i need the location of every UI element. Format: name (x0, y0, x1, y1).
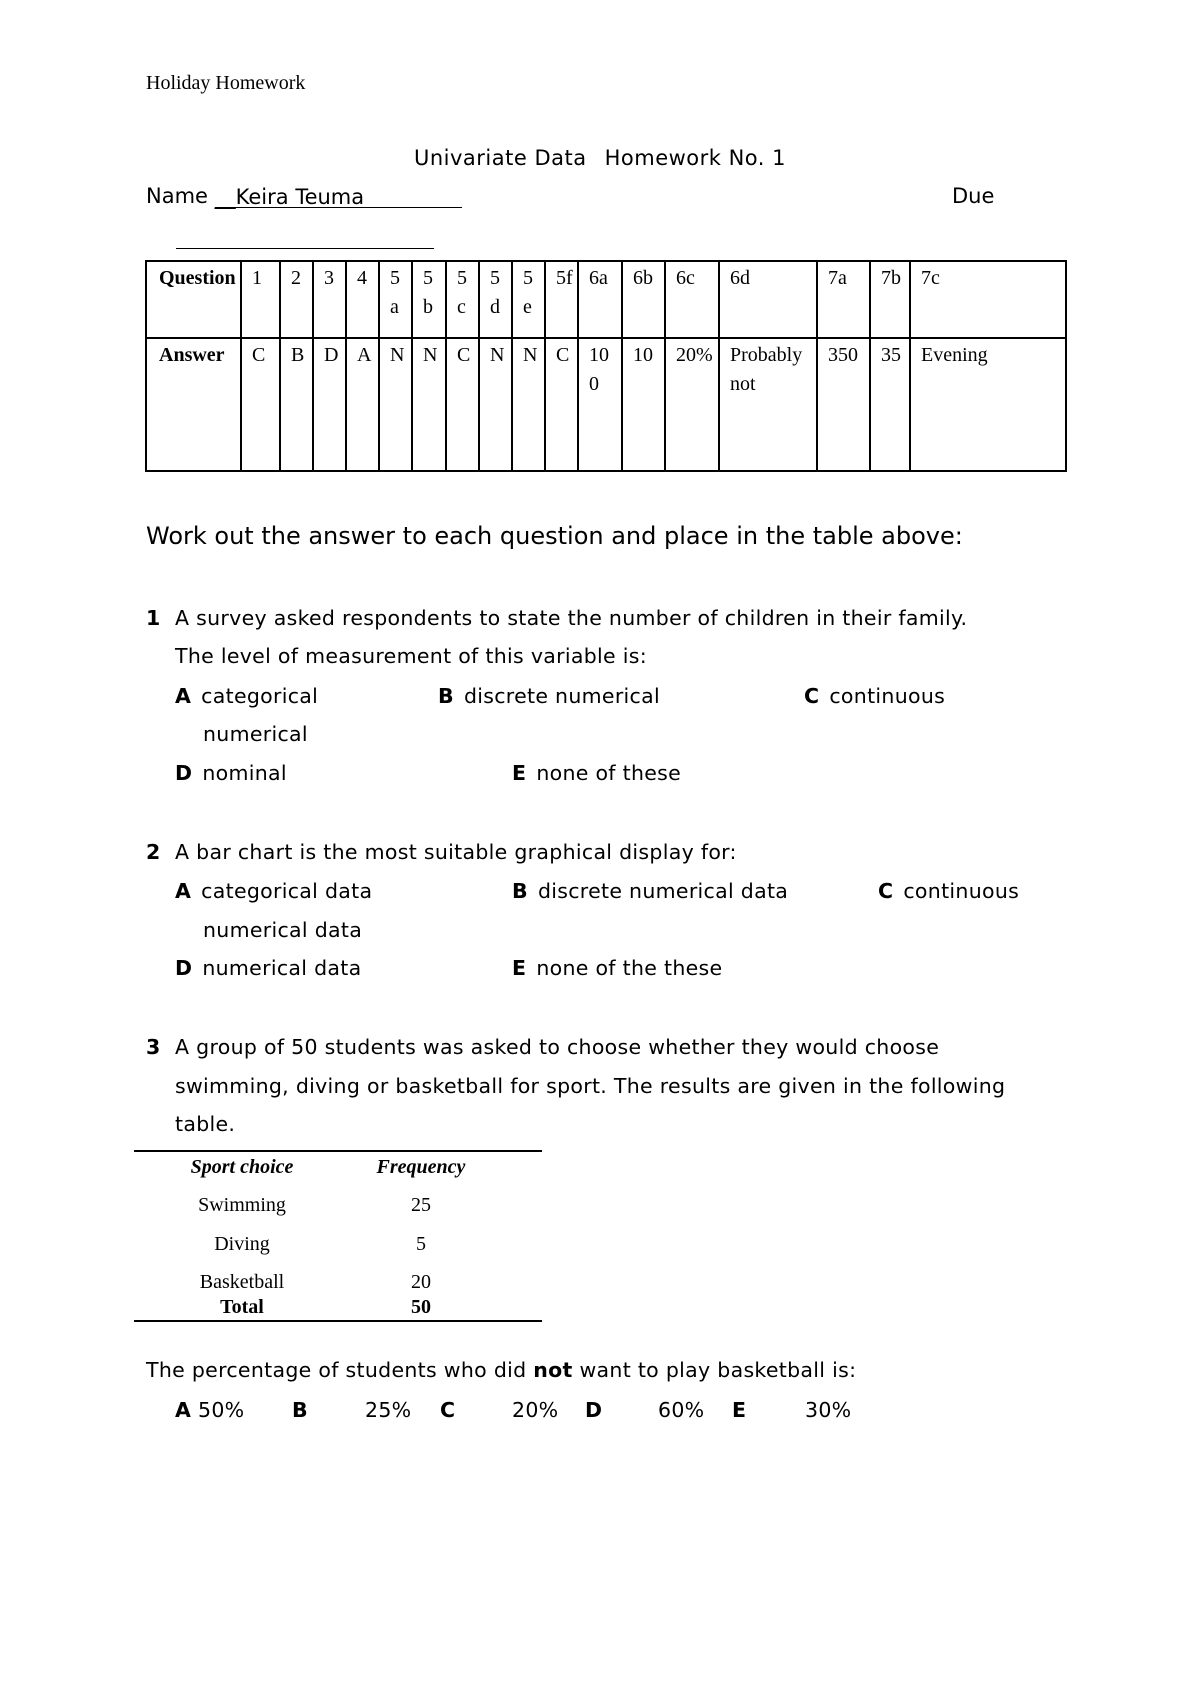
answer-cell[interactable]: C (545, 338, 578, 471)
question-cell: 5b (412, 261, 446, 338)
answer-cell[interactable]: D (313, 338, 346, 471)
question-cell: 4 (346, 261, 379, 338)
q2-option-a[interactable] (175, 879, 372, 903)
option-letter: A (175, 879, 192, 903)
frequency-col-sport: Sport choice (190, 1156, 294, 1178)
q3-option-e-value: 30% (805, 1398, 852, 1422)
q3-line1: A group of 50 students was asked to choose whether they would choose (175, 1035, 940, 1059)
page-title (0, 146, 1200, 170)
question-cell: 1 (241, 261, 280, 338)
option-text: numerical (203, 722, 308, 746)
option-letter: C (878, 879, 894, 903)
option-letter: E (512, 761, 527, 785)
option-text: discrete numerical (463, 684, 660, 708)
q3-stem (146, 1358, 856, 1382)
answer-cell[interactable]: 350 (817, 338, 870, 471)
question-cell: 6c (665, 261, 719, 338)
question-cell: 7b (870, 261, 910, 338)
name-line (146, 184, 462, 208)
answer-cell[interactable]: C (241, 338, 280, 471)
frequency-col-frequency: Frequency (376, 1156, 466, 1178)
frequency-sport-cell: Diving (214, 1233, 270, 1255)
q3-stem-after: want to play basketball is: (572, 1358, 857, 1382)
q2-option-b[interactable] (512, 879, 788, 903)
q3-option-b[interactable] (292, 1398, 308, 1422)
frequency-value-cell: 25 (411, 1194, 431, 1216)
option-letter: A (175, 684, 192, 708)
question-cell: 5a (379, 261, 412, 338)
question-cell: 5f (545, 261, 578, 338)
question-row (146, 261, 1066, 338)
question-cell: 7a (817, 261, 870, 338)
question-header: Question (146, 261, 241, 338)
q2-option-c[interactable] (878, 879, 1019, 903)
question-number: 1 (146, 606, 161, 630)
frequency-sport-cell: Swimming (198, 1194, 286, 1216)
option-letter: A (175, 1398, 192, 1422)
frequency-table (134, 1150, 542, 1318)
q2-line1: A bar chart is the most suitable graphical display for: (175, 840, 737, 864)
option-text: numerical data (202, 956, 362, 980)
q3-stem-bold: not (533, 1358, 573, 1382)
q3-line3: table. (175, 1112, 236, 1136)
q3-stem-before: The percentage of students who did (146, 1358, 534, 1382)
answer-table (145, 260, 1067, 472)
option-text: categorical data (201, 879, 373, 903)
question-cell: 5c (446, 261, 479, 338)
answer-cell[interactable]: N (412, 338, 446, 471)
answer-cell[interactable]: N (479, 338, 512, 471)
answer-cell[interactable]: C (446, 338, 479, 471)
q1-option-c-cont (203, 722, 308, 746)
due-label: Due (952, 184, 995, 208)
q1-option-d[interactable] (175, 761, 287, 785)
question-cell: 5e (512, 261, 545, 338)
title-right: Homework No. 1 (604, 146, 787, 170)
name-field[interactable] (215, 185, 462, 208)
option-letter: C (804, 684, 820, 708)
option-letter: E (512, 956, 527, 980)
answer-cell[interactable]: 10 (622, 338, 665, 471)
due-field[interactable] (176, 248, 434, 249)
option-letter: C (440, 1398, 456, 1422)
frequency-value-cell: 20 (411, 1271, 431, 1293)
page-header-note: Holiday Homework (146, 72, 306, 94)
option-text: continuous (829, 684, 946, 708)
q1-option-a[interactable] (175, 684, 318, 708)
q3-option-e[interactable] (732, 1398, 746, 1422)
q2-option-c-cont (203, 918, 362, 942)
instruction-text: Work out the answer to each question and place in the table above: (146, 522, 963, 550)
q3-option-d-value: 60% (658, 1398, 705, 1422)
question-cell: 6d (719, 261, 817, 338)
q3-option-c[interactable] (440, 1398, 455, 1422)
question-cell: 7c (910, 261, 1066, 338)
question-cell: 6a (578, 261, 622, 338)
option-letter: D (175, 956, 193, 980)
question-cell: 6b (622, 261, 665, 338)
frequency-total-value: 50 (411, 1296, 431, 1318)
answer-cell[interactable]: 35 (870, 338, 910, 471)
answer-cell[interactable]: N (512, 338, 545, 471)
option-letter: B (438, 684, 454, 708)
q1-option-b[interactable] (438, 684, 660, 708)
name-value: __Keira Teuma (214, 185, 365, 209)
question-number: 2 (146, 840, 161, 864)
answer-cell[interactable]: Evening (910, 338, 1066, 471)
title-left: Univariate Data (413, 146, 587, 170)
q2-option-e[interactable] (512, 956, 722, 980)
frequency-value-cell: 5 (416, 1233, 426, 1255)
frequency-total-label: Total (220, 1296, 264, 1318)
answer-cell[interactable]: 100 (578, 338, 622, 471)
option-text: numerical data (203, 918, 363, 942)
name-label: Name (146, 184, 208, 208)
q2-option-d[interactable] (175, 956, 361, 980)
option-text: discrete numerical data (537, 879, 789, 903)
option-text: 50% (198, 1398, 245, 1422)
q1-line2: The level of measurement of this variable is: (175, 644, 647, 668)
question-cell: 3 (313, 261, 346, 338)
q3-option-b-value: 25% (365, 1398, 412, 1422)
answer-cell[interactable]: B (280, 338, 313, 471)
frequency-sport-cell: Basketball (199, 1271, 285, 1293)
answer-cell[interactable]: N (379, 338, 412, 471)
answer-cell[interactable]: 20% (665, 338, 719, 471)
option-letter: B (292, 1398, 308, 1422)
option-text: nominal (202, 761, 287, 785)
answer-row (146, 338, 1066, 471)
answer-header: Answer (146, 338, 241, 471)
q3-option-a[interactable] (175, 1398, 244, 1422)
option-text: none of the these (536, 956, 723, 980)
q3-line2: swimming, diving or basketball for sport. The results are given in the following (175, 1074, 1006, 1098)
option-letter: B (512, 879, 528, 903)
option-letter: E (732, 1398, 747, 1422)
q3-option-d[interactable] (585, 1398, 602, 1422)
option-text: categorical (201, 684, 319, 708)
question-cell: 2 (280, 261, 313, 338)
q1-option-e[interactable] (512, 761, 681, 785)
answer-cell[interactable]: Probably not (719, 338, 817, 471)
table-top-rule (134, 1150, 542, 1152)
q3-option-c-value: 20% (512, 1398, 559, 1422)
option-letter: D (175, 761, 193, 785)
answer-cell[interactable]: A (346, 338, 379, 471)
q1-line1: A survey asked respondents to state the number of children in their family. (175, 606, 968, 630)
option-text: none of these (536, 761, 682, 785)
option-text: continuous (903, 879, 1020, 903)
option-letter: D (585, 1398, 603, 1422)
table-bottom-rule (134, 1320, 542, 1322)
question-number: 3 (146, 1035, 161, 1059)
q1-option-c[interactable] (804, 684, 945, 708)
question-cell: 5d (479, 261, 512, 338)
